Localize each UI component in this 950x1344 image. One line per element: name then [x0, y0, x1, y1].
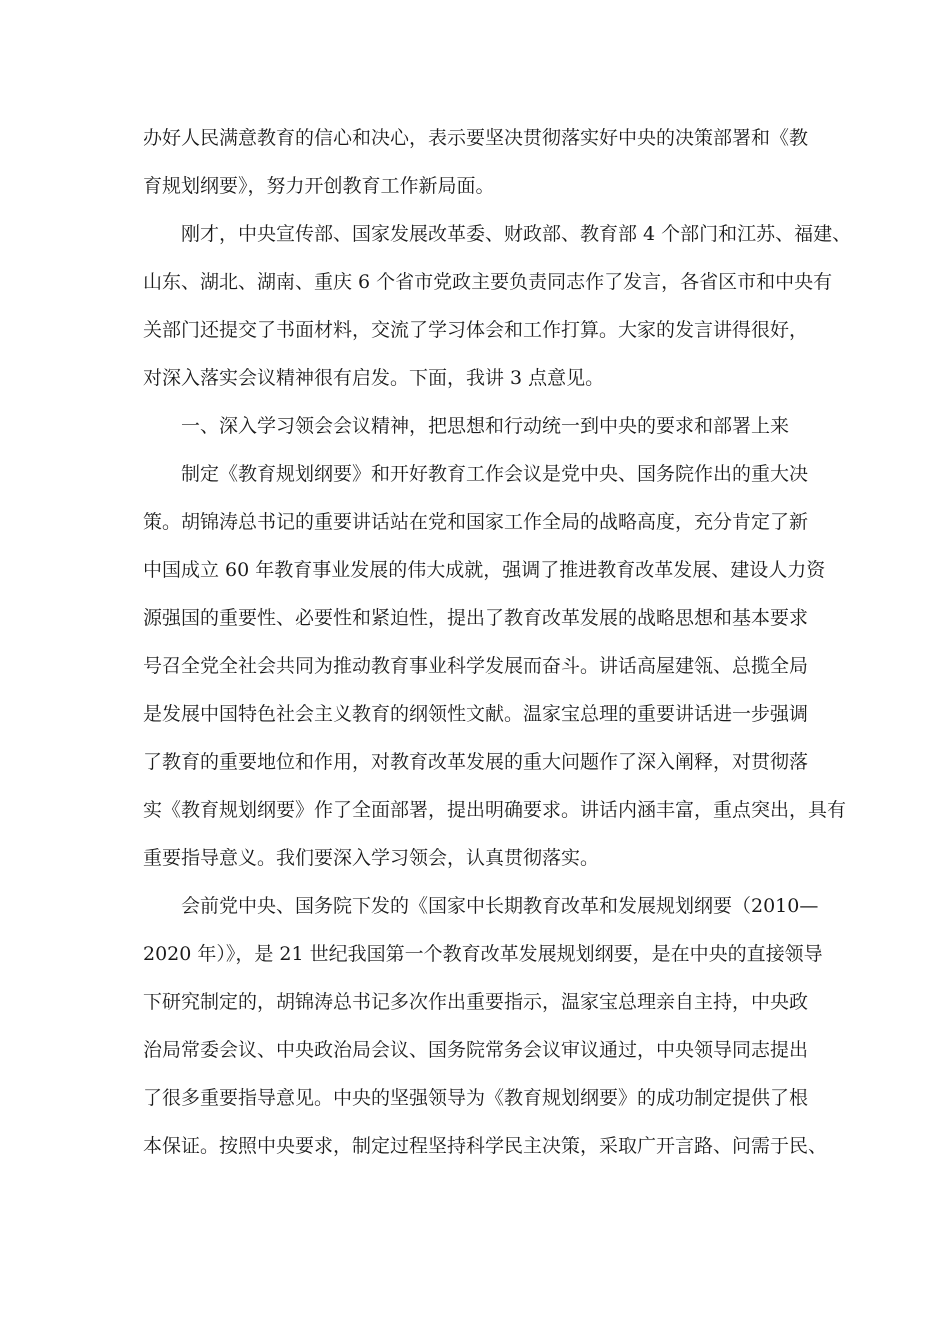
- text-line: 对深入落实会议精神很有启发。下面，我讲 3 点意见。: [143, 367, 605, 389]
- text-line: 策。胡锦涛总书记的重要讲话站在党和国家工作全局的战略高度，充分肯定了新: [143, 511, 809, 533]
- text-line: 下研究制定的，胡锦涛总书记多次作出重要指示，温家宝总理亲自主持，中央政: [143, 991, 809, 1013]
- text-line: 育规划纲要》，努力开创教育工作新局面。: [143, 175, 495, 197]
- text-line: 重要指导意义。我们要深入学习领会，认真贯彻落实。: [143, 847, 600, 869]
- text-line: 了教育的重要地位和作用，对教育改革发展的重大问题作了深入阐释，对贯彻落: [143, 751, 809, 773]
- text-line: 治局常委会议、中央政治局会议、国务院常务会议审议通过，中央领导同志提出: [143, 1039, 809, 1061]
- text-line: 本保证。按照中央要求，制定过程坚持科学民主决策，采取广开言路、问需于民、: [143, 1135, 828, 1157]
- text-line: 会前党中央、国务院下发的《国家中长期教育改革和发展规划纲要（2010—: [181, 895, 819, 917]
- text-line: 2020 年）》，是 21 世纪我国第一个教育改革发展规划纲要，是在中央的直接领导: [143, 943, 823, 965]
- text-line: 了很多重要指导意见。中央的坚强领导为《教育规划纲要》的成功制定提供了根: [143, 1087, 809, 1109]
- text-line: 中国成立 60 年教育事业发展的伟大成就，强调了推进教育改革发展、建设人力资: [143, 559, 826, 581]
- text-line: 实《教育规划纲要》作了全面部署，提出明确要求。讲话内涵丰富，重点突出，具有: [143, 799, 847, 821]
- text-line: 源强国的重要性、必要性和紧迫性，提出了教育改革发展的战略思想和基本要求: [143, 607, 809, 629]
- text-line: 是发展中国特色社会主义教育的纲领性文献。温家宝总理的重要讲话进一步强调: [143, 703, 809, 725]
- text-line: 制定《教育规划纲要》和开好教育工作会议是党中央、国务院作出的重大决: [181, 463, 809, 485]
- text-line: 号召全党全社会共同为推动教育事业科学发展而奋斗。讲话高屋建瓴、总揽全局: [143, 655, 809, 677]
- text-line: 办好人民满意教育的信心和决心，表示要坚决贯彻落实好中央的决策部署和《教: [143, 127, 809, 149]
- text-line: 刚才，中央宣传部、国家发展改革委、财政部、教育部 4 个部门和江苏、福建、: [181, 223, 852, 245]
- text-line: 关部门还提交了书面材料，交流了学习体会和工作打算。大家的发言讲得很好，: [143, 319, 809, 341]
- text-line: 山东、湖北、湖南、重庆 6 个省市党政主要负责同志作了发言，各省区市和中央有: [143, 271, 833, 293]
- section-heading: 一、深入学习领会会议精神，把思想和行动统一到中央的要求和部署上来: [181, 415, 790, 437]
